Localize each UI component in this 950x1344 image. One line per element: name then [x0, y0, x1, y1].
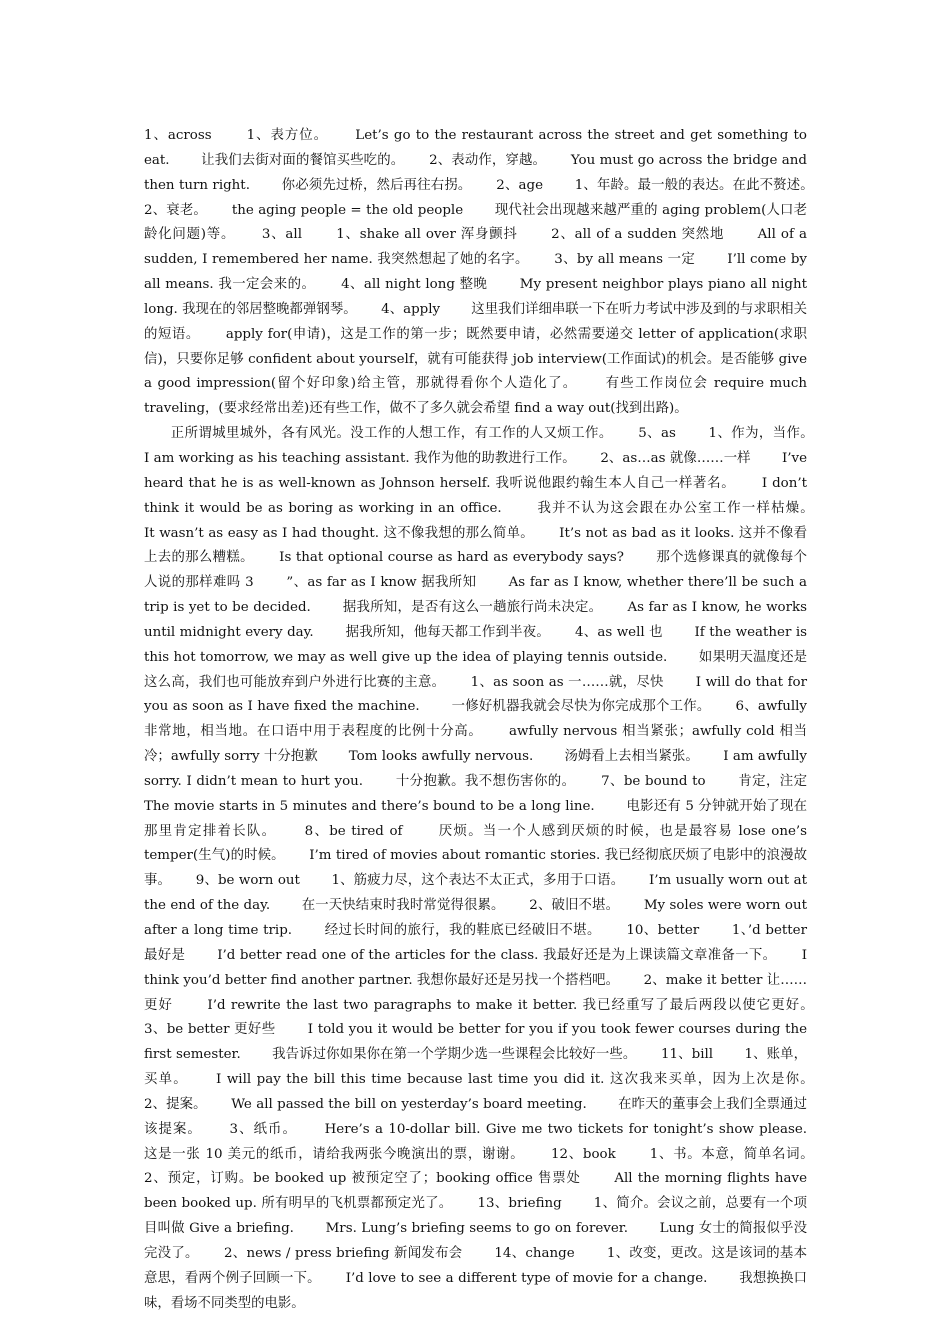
paragraph-2: 正所谓城里城外，各有风光。没工作的人想工作，有工作的人又烦工作。 5、as 1、作为，当作。 I am working as his teaching assistant. 我作为他的助教进行工作。 2、as…as 就像……一样 I’ve heard that he is as well-known as Johnson herself. 我听说他跟约翰生本人自己一样著名。 I don’t think it would be as boring as working in an office. 我并不认为这会跟在办公室工作一样枯燥。 It wasn’t as easy as I had thought. 这不像我想的那么简单。 It’s not as bad as it looks. 这并不像看上去的那么糟糕。 Is that optional course as hard as everybody says? 那个选修课真的就像每个人说的那样难吗 3 ”、as far as I know 据我所知 As far as I know, whether there’ll be such a trip is yet to be decided. 据我所知，是否有这么一趟旅行尚未决定。 As far as I know, he works until midnight every day. 据我所知，他每天都工作到半夜。 4、as well 也 If the weather is this hot tomorrow, we may as well give up the idea of playing tennis outside. 如果明天温度还是这么高，我们也可能放弃到户外进行比赛的主意。 1、as soon as 一……就，尽快 I will do that for you as soon as I have fixed the machine. 一修好机器我就会尽快为你完成那个工作。 6、awfully 非常地，相当地。在口语中用于表程度的比例十分高。 awfully nervous 相当紧张；awfully cold 相当冷；awfully sorry 十分抱歉 Tom looks awfully nervous. 汤姆看上去相当紧张。 I am awfully sorry. I didn’t mean to hurt you. 十分抱歉。我不想伤害你的。 7、be bound to 肯定，注定 The movie starts in 5 minutes and there’s bound to be a long line. 电影还有 5 分钟就开始了现在那里肯定排着长队。 8、be tired of 厌烦。当一个人感到厌烦的时候，也是最容易 lose one’s temper(生气)的时候。 I’m tired of movies about romantic stories. 我已经彻底厌烦了电影中的浪漫故事。 9、be worn out 1、筋疲力尽，这个表达不太正式，多用于口语。 I’m usually worn out at the end of the day. 在一天快结束时我时常觉得很累。 2、破旧不堪。 My soles were worn out after a long time trip. 经过长时间的旅行，我的鞋底已经破旧不堪。 10、better 1、’d better 最好是 I’d better read one of the articles for the class. 我最好还是为上课读篇文章准备一下。 I think you’d better find another partner. 我想你最好还是另找一个搭档吧。 2、make it better 让……更好 I’d rewrite the last two paragraphs to make it better. 我已经重写了最后两段以使它更好。 3、be better 更好些 I told you it would be better for you if you took fewer courses during the first semester. 我告诉过你如果你在第一个学期少选一些课程会比较好一些。 11、bill 1、账单，买单。 I will pay the bill this time because last time you did it. 这次我来买单，因为上次是你。 2、提案。 We all passed the bill on yesterday’s board meeting. 在昨天的董事会上我们全票通过该提案。 3、纸币。 Here’s a 10-dollar bill. Give me two tickets for tonight’s show please. 这是一张 10 美元的纸币，请给我两张今晚演出的票，谢谢。 12、book 1、书。本意，简单名词。 2、预定，订购。be booked up 被预定空了；booking office 售票处 All the morning flights have been booked up. 所有明早的飞机票都预定光了。 13、briefing 1、简介。会议之前，总要有一个项目叫做 Give a briefing. Mrs. Lung’s briefing seems to go on forever. Lung 女士的简报似乎没完没了。 2、news / press briefing 新闻发布会 14、change 1、改变，更改。这是该词的基本意思，看两个例子回顾一下。 I’d love to see a different type of movie for a change. 我想换换口味，看场不同类型的电影。	[144, 426, 839, 1311]
document-body	[144, 124, 839, 1317]
paragraph-1: 1、across 1、表方位。 Let’s go to the restaurant across the street and get something to eat. 让我们去街对面的餐馆买些吃的。 2、表动作，穿越。 You must go across the bridge and then turn right. 你必须先过桥，然后再往右拐。 2、age 1、年龄。最一般的表达。在此不赘述。 2、衰老。 the aging people = the old people 现代社会出现越来越严重的 aging problem(人口老龄化问题)等。 3、all 1、shake all over 浑身颤抖 2、all of a sudden 突然地 All of a sudden, I remembered her name. 我突然想起了她的名字。 3、by all means 一定 I’ll come by all means. 我一定会来的。 4、all night long 整晚 My present neighbor plays piano all night long. 我现在的邻居整晚都弹钢琴。 4、apply 这里我们详细串联一下在听力考试中涉及到的与求职相关的短语。 apply for(申请)，这是工作的第一步；既然要申请，必然需要递交 letter of application(求职信)，只要你足够 confident about yourself，就有可能获得 job interview(工作面试)的机会。是否能够 give a good impression(留个好印象)给主管，那就得看你个人造化了。 有些工作岗位会 require much traveling，(要求经常出差)还有些工作，做不了多久就会希望 find a way out(找到出路)。	[144, 128, 839, 417]
